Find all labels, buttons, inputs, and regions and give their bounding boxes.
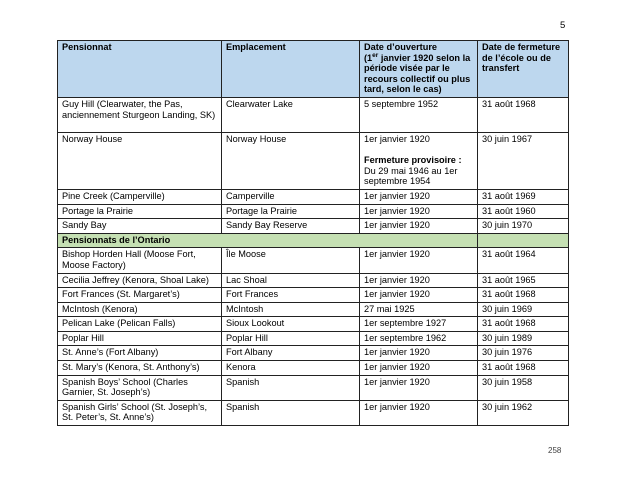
cell-date-fermeture: 31 août 1964	[478, 248, 569, 273]
cell-date-ouverture: 1er janvier 1920	[360, 273, 478, 288]
cell-emplacement: Kenora	[222, 361, 360, 376]
cell-pensionnat: McIntosh (Kenora)	[58, 302, 222, 317]
page-number-top: 5	[560, 20, 566, 31]
table-row	[58, 331, 569, 346]
cell-pensionnat: Cecilia Jeffrey (Kenora, Shoal Lake)	[58, 273, 222, 288]
cell-date-ouverture: 5 septembre 1952	[360, 97, 478, 132]
table-row	[58, 97, 569, 132]
cell-date-ouverture: 1er janvier 1920	[360, 361, 478, 376]
table-row	[58, 375, 569, 400]
cell-pensionnat: Norway House	[58, 132, 222, 189]
cell-pensionnat: Pelican Lake (Pelican Falls)	[58, 317, 222, 332]
cell-date-fermeture: 31 août 1968	[478, 317, 569, 332]
cell-emplacement: Sandy Bay Reserve	[222, 219, 360, 234]
cell-date-fermeture: 30 juin 1969	[478, 302, 569, 317]
section-header-empty-cell	[478, 233, 569, 248]
cell-emplacement: Fort Frances	[222, 288, 360, 303]
cell-date-ouverture: 27 mai 1925	[360, 302, 478, 317]
table-row	[58, 132, 569, 189]
cell-date-fermeture: 31 août 1968	[478, 288, 569, 303]
closure-note-body: Du 29 mai 1946 au 1er septembre 1954	[364, 165, 458, 187]
cell-date-fermeture: 30 juin 1962	[478, 400, 569, 425]
cell-emplacement: Camperville	[222, 189, 360, 204]
table-row	[58, 204, 569, 219]
cell-date-fermeture: 31 août 1965	[478, 273, 569, 288]
cell-pensionnat: Pine Creek (Camperville)	[58, 189, 222, 204]
section-header-row-ontario	[58, 233, 569, 248]
cell-emplacement: McIntosh	[222, 302, 360, 317]
table-row	[58, 273, 569, 288]
table-header-row	[58, 41, 569, 98]
cell-date-ouverture: 1er janvier 1920	[360, 219, 478, 234]
blank-line	[364, 145, 473, 156]
cell-emplacement: Île Moose	[222, 248, 360, 273]
table-row	[58, 400, 569, 425]
cell-emplacement: Sioux Lookout	[222, 317, 360, 332]
cell-pensionnat: Guy Hill (Clearwater, the Pas, anciennement Sturgeon Landing, SK)	[58, 97, 222, 132]
cell-pensionnat: St. Mary’s (Kenora, St. Anthony’s)	[58, 361, 222, 376]
cell-pensionnat: Bishop Horden Hall (Moose Fort, Moose Factory)	[58, 248, 222, 273]
cell-date-ouverture: 1er janvier 1920	[360, 346, 478, 361]
cell-date-ouverture: 1er janvier 1920	[360, 204, 478, 219]
cell-pensionnat: Spanish Boys’ School (Charles Garnier, St. Joseph’s)	[58, 375, 222, 400]
header-ouverture-title: Date d’ouverture	[364, 42, 438, 52]
cell-emplacement: Lac Shoal	[222, 273, 360, 288]
closure-note-title: Fermeture provisoire :	[364, 155, 462, 166]
cell-emplacement: Spanish	[222, 400, 360, 425]
cell-date-fermeture: 30 juin 1958	[478, 375, 569, 400]
cell-date-fermeture: 31 août 1969	[478, 189, 569, 204]
cell-pensionnat: Poplar Hill	[58, 331, 222, 346]
header-ouverture-note: (1er janvier 1920 selon la période visée par le recours collectif ou plus tard, selon le cas)	[364, 51, 471, 95]
cell-emplacement: Poplar Hill	[222, 331, 360, 346]
cell-emplacement: Fort Albany	[222, 346, 360, 361]
cell-emplacement: Norway House	[222, 132, 360, 189]
cell-date-ouverture: 1er septembre 1962	[360, 331, 478, 346]
cell-pensionnat: Portage la Prairie	[58, 204, 222, 219]
cell-emplacement: Clearwater Lake	[222, 97, 360, 132]
table-row	[58, 248, 569, 273]
cell-date-ouverture: 1er septembre 1927	[360, 317, 478, 332]
cell-date-fermeture: 31 août 1968	[478, 361, 569, 376]
table-row	[58, 346, 569, 361]
cell-emplacement: Spanish	[222, 375, 360, 400]
cell-date-fermeture: 30 juin 1970	[478, 219, 569, 234]
table-row	[58, 288, 569, 303]
page-number-bottom: 258	[548, 446, 562, 455]
cell-date-fermeture: 30 juin 1976	[478, 346, 569, 361]
superscript-er: er	[372, 51, 379, 59]
table-row	[58, 361, 569, 376]
section-header-label: Pensionnats de l’Ontario	[58, 233, 478, 248]
cell-date-ouverture: 1er janvier 1920	[360, 375, 478, 400]
cell-date-fermeture: 31 août 1960	[478, 204, 569, 219]
cell-pensionnat: St. Anne’s (Fort Albany)	[58, 346, 222, 361]
cell-date-fermeture: 30 juin 1967	[478, 132, 569, 189]
cell-pensionnat: Spanish Girls’ School (St. Joseph’s, St. Peter’s, St. Anne’s)	[58, 400, 222, 425]
cell-pensionnat: Fort Frances (St. Margaret’s)	[58, 288, 222, 303]
cell-emplacement: Portage la Prairie	[222, 204, 360, 219]
column-header-emplacement: Emplacement	[222, 41, 360, 98]
table-row	[58, 317, 569, 332]
cell-pensionnat: Sandy Bay	[58, 219, 222, 234]
cell-date-ouverture: 1er janvier 1920 Fermeture provisoire : Du 29 mai 1946 au 1er septembre 1954	[360, 132, 478, 189]
cell-date-fermeture: 31 août 1968	[478, 97, 569, 132]
table-row	[58, 189, 569, 204]
cell-date-fermeture: 30 juin 1989	[478, 331, 569, 346]
column-header-pensionnat: Pensionnat	[58, 41, 222, 98]
column-header-date-fermeture: Date de fermeture de l’école ou de transfert	[478, 41, 569, 98]
cell-date-ouverture: 1er janvier 1920	[360, 248, 478, 273]
table-row	[58, 219, 569, 234]
cell-date-ouverture: 1er janvier 1920	[360, 400, 478, 425]
table-row	[58, 302, 569, 317]
cell-date-ouverture: 1er janvier 1920	[360, 189, 478, 204]
column-header-date-ouverture	[360, 41, 478, 98]
cell-date-ouverture: 1er janvier 1920	[360, 288, 478, 303]
residential-schools-table	[57, 40, 569, 426]
